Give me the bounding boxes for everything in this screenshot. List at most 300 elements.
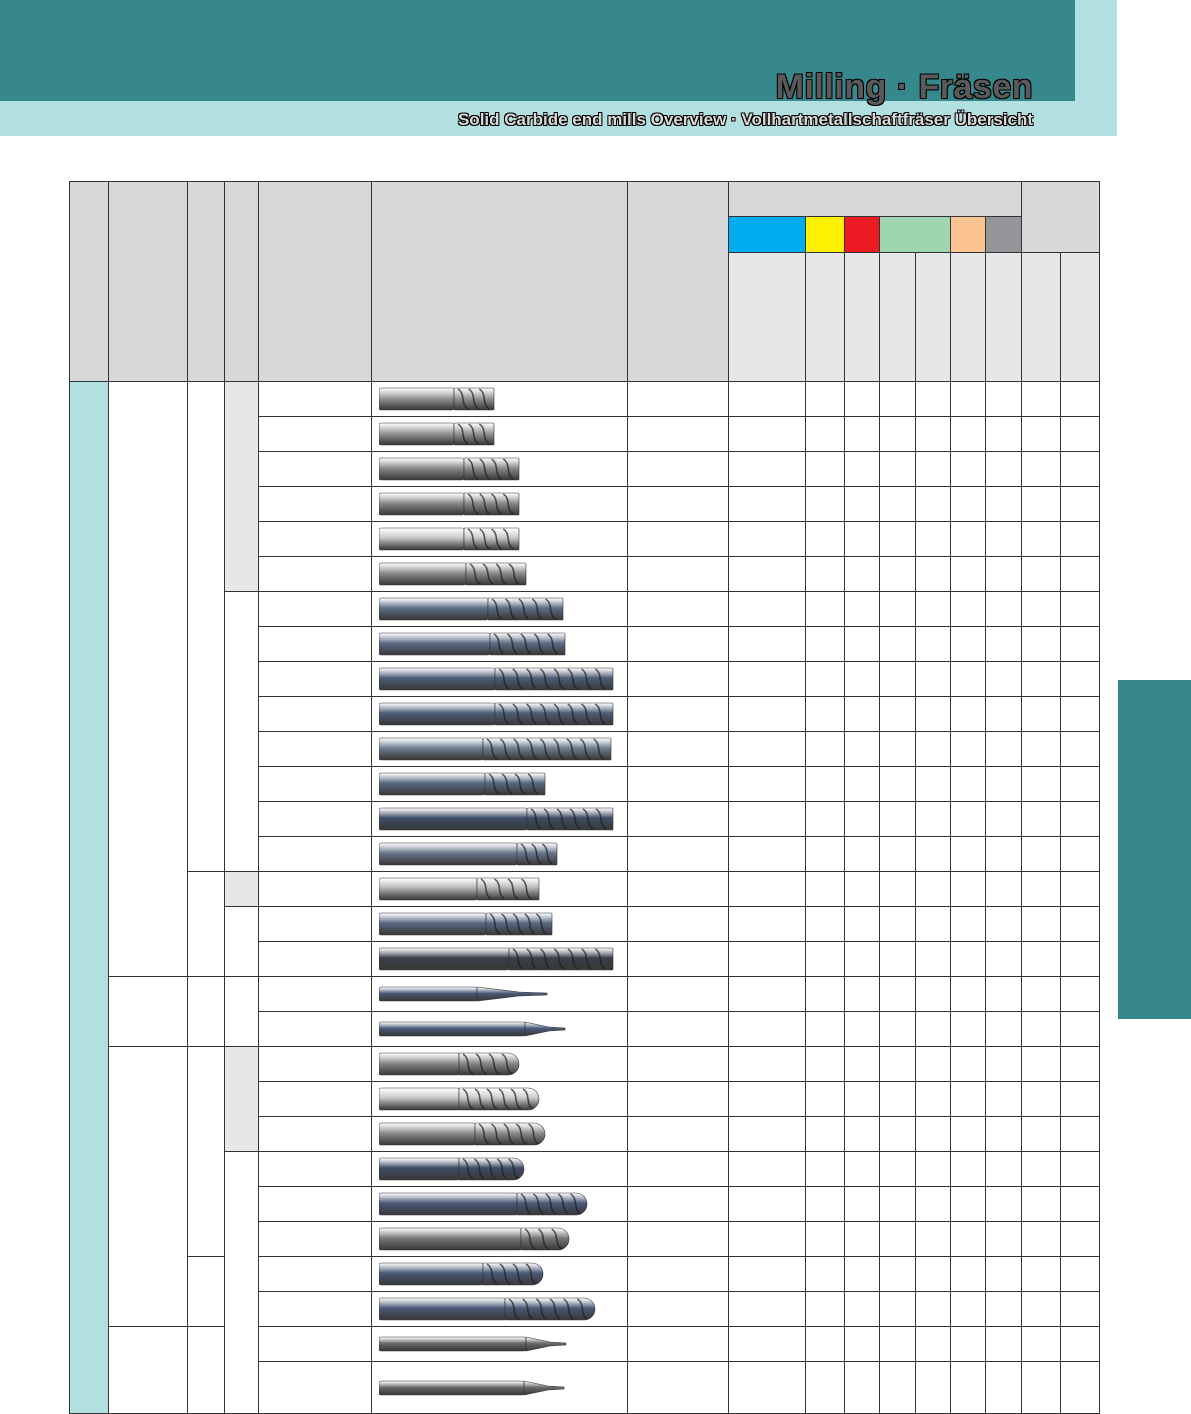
rating-cell <box>806 487 845 522</box>
rating-cell <box>1022 662 1061 697</box>
tool-14-image <box>379 837 561 871</box>
rating-cell <box>880 452 916 487</box>
subgroup-b-cell <box>225 977 259 1047</box>
article-cell <box>259 522 372 557</box>
tool-27-image <box>379 1292 599 1326</box>
rating-cell <box>1022 1012 1061 1047</box>
rating-cell <box>986 522 1022 557</box>
rating-cell <box>916 872 951 907</box>
rating-cell <box>951 1257 986 1292</box>
tool-image-cell <box>372 627 628 662</box>
rating-cell <box>845 557 880 592</box>
rating-cell <box>1022 522 1061 557</box>
rating-cell <box>729 977 806 1012</box>
rating-cell <box>951 382 986 417</box>
rating-cell <box>845 452 880 487</box>
article-cell <box>259 697 372 732</box>
rating-cell <box>916 1082 951 1117</box>
subgroup-a-cell <box>188 872 225 977</box>
rating-cell <box>845 592 880 627</box>
rating-cell <box>729 1047 806 1082</box>
dimension-cell <box>628 1362 729 1414</box>
geometry-group-cell <box>109 382 188 977</box>
tool-image-cell <box>372 557 628 592</box>
dimension-cell <box>628 697 729 732</box>
rating-cell <box>951 942 986 977</box>
rating-cell <box>951 837 986 872</box>
rating-cell <box>916 732 951 767</box>
article-cell <box>259 487 372 522</box>
subgroup-b-cell <box>225 872 259 907</box>
rating-cell <box>806 1187 845 1222</box>
rating-cell <box>729 592 806 627</box>
rating-cell <box>986 557 1022 592</box>
page-subtitle: Solid Carbide end mills Overview · Vollhartmetallschaftfräser Übersicht <box>457 110 1033 129</box>
material-color-yellow <box>806 217 845 253</box>
rating-cell <box>845 767 880 802</box>
tool-3-image <box>379 452 523 486</box>
rating-cell <box>806 1292 845 1327</box>
dimension-cell <box>628 1117 729 1152</box>
rating-cell <box>806 627 845 662</box>
dimension-cell <box>628 487 729 522</box>
subgroup-a-cell <box>188 1327 225 1414</box>
tool-20-image <box>379 1047 523 1081</box>
rating-cell <box>986 1292 1022 1327</box>
rating-cell <box>951 1362 986 1414</box>
tool-image-cell <box>372 417 628 452</box>
rating-cell <box>729 417 806 452</box>
rating-cell <box>729 1327 806 1362</box>
rating-cell <box>1061 1362 1100 1414</box>
rating-cell <box>880 522 916 557</box>
dimension-cell <box>628 942 729 977</box>
rating-cell <box>1022 837 1061 872</box>
rating-cell <box>951 977 986 1012</box>
rating-cell <box>880 802 916 837</box>
rating-cell <box>845 417 880 452</box>
rating-cell <box>845 977 880 1012</box>
rating-cell <box>951 872 986 907</box>
rating-cell <box>951 417 986 452</box>
dimension-cell <box>628 802 729 837</box>
tool-image-cell <box>372 1187 628 1222</box>
rating-cell <box>951 487 986 522</box>
rating-cell <box>951 662 986 697</box>
rating-cell <box>729 1187 806 1222</box>
article-cell <box>259 1257 372 1292</box>
rating-cell <box>1061 592 1100 627</box>
rating-cell <box>986 487 1022 522</box>
rating-cell <box>806 452 845 487</box>
tool-image-cell <box>372 1047 628 1082</box>
overview-table <box>69 181 1100 1414</box>
rating-cell <box>1061 487 1100 522</box>
table-row <box>70 977 1100 1012</box>
material-color-orange <box>951 217 986 253</box>
rating-cell <box>729 907 806 942</box>
dimension-cell <box>628 522 729 557</box>
tool-image-cell <box>372 1012 628 1047</box>
rating-cell <box>845 1362 880 1414</box>
rating-cell <box>1061 907 1100 942</box>
rating-cell <box>806 1117 845 1152</box>
rating-cell <box>729 1222 806 1257</box>
article-cell <box>259 1012 372 1047</box>
rating-cell <box>880 1152 916 1187</box>
rating-cell <box>1061 732 1100 767</box>
tool-image-cell <box>372 767 628 802</box>
tool-image-cell <box>372 452 628 487</box>
material-label-k <box>845 253 880 382</box>
rating-cell <box>1022 1082 1061 1117</box>
tool-17-image <box>379 942 617 976</box>
rating-cell <box>1061 1327 1100 1362</box>
rating-cell <box>916 1117 951 1152</box>
rating-cell <box>806 1362 845 1414</box>
rating-cell <box>916 522 951 557</box>
rating-cell <box>806 1222 845 1257</box>
rating-cell <box>1022 417 1061 452</box>
rating-cell <box>729 1292 806 1327</box>
rating-cell <box>1022 942 1061 977</box>
rating-cell <box>880 487 916 522</box>
rating-cell <box>951 767 986 802</box>
rating-cell <box>729 802 806 837</box>
rating-cell <box>806 977 845 1012</box>
rating-cell <box>916 1187 951 1222</box>
rating-cell <box>845 732 880 767</box>
material-label-h <box>986 253 1022 382</box>
header-cell-dimensions <box>628 182 729 382</box>
side-section-tab <box>1118 680 1191 1019</box>
tool-1-image <box>379 382 498 416</box>
rating-cell <box>806 697 845 732</box>
article-cell <box>259 1327 372 1362</box>
rating-cell <box>1061 872 1100 907</box>
article-cell <box>259 662 372 697</box>
rating-cell <box>880 1117 916 1152</box>
article-cell <box>259 417 372 452</box>
rating-cell <box>806 1082 845 1117</box>
tool-image-cell <box>372 872 628 907</box>
tool-5-image <box>379 522 523 556</box>
rating-cell <box>880 592 916 627</box>
rating-cell <box>845 942 880 977</box>
rating-cell <box>916 452 951 487</box>
rating-cell <box>845 1292 880 1327</box>
tool-image-cell <box>372 1082 628 1117</box>
rating-cell <box>806 522 845 557</box>
header-cell-type <box>70 182 109 382</box>
application-label-2 <box>1061 253 1100 382</box>
rating-cell <box>1022 1117 1061 1152</box>
article-cell <box>259 557 372 592</box>
rating-cell <box>951 452 986 487</box>
rating-cell <box>806 1152 845 1187</box>
rating-cell <box>729 557 806 592</box>
rating-cell <box>951 1012 986 1047</box>
rating-cell <box>1022 802 1061 837</box>
subgroup-a-cell <box>188 1047 225 1257</box>
table-row <box>70 907 1100 942</box>
tool-4-image <box>379 487 523 521</box>
tool-24-image <box>379 1187 591 1221</box>
tool-image-cell <box>372 1222 628 1257</box>
tool-11-image <box>379 732 615 766</box>
header-cell-a <box>188 182 225 382</box>
tool-image-cell <box>372 942 628 977</box>
tool-13-image <box>379 802 617 836</box>
tool-26-image <box>379 1257 547 1291</box>
rating-cell <box>986 1082 1022 1117</box>
dimension-cell <box>628 1327 729 1362</box>
tool-image-cell <box>372 1292 628 1327</box>
rating-cell <box>1022 907 1061 942</box>
tool-image-cell <box>372 697 628 732</box>
rating-cell <box>986 1012 1022 1047</box>
rating-cell <box>1061 942 1100 977</box>
dimension-cell <box>628 1082 729 1117</box>
dimension-cell <box>628 977 729 1012</box>
rating-cell <box>1022 872 1061 907</box>
rating-cell <box>880 837 916 872</box>
rating-cell <box>916 697 951 732</box>
rating-cell <box>916 627 951 662</box>
rating-cell <box>806 1012 845 1047</box>
rating-cell <box>1022 977 1061 1012</box>
tool-2-image <box>379 417 498 451</box>
rating-cell <box>916 802 951 837</box>
rating-cell <box>1061 1257 1100 1292</box>
rating-cell <box>916 557 951 592</box>
rating-cell <box>951 1082 986 1117</box>
rating-cell <box>729 522 806 557</box>
rating-cell <box>880 1187 916 1222</box>
rating-cell <box>806 1047 845 1082</box>
tool-29-image <box>379 1362 568 1413</box>
rating-cell <box>845 837 880 872</box>
rating-cell <box>1022 697 1061 732</box>
header-cell-materials <box>729 182 1022 217</box>
rating-cell <box>845 522 880 557</box>
rating-cell <box>951 1047 986 1082</box>
rating-cell <box>1061 802 1100 837</box>
rating-cell <box>916 977 951 1012</box>
material-color-green <box>880 217 951 253</box>
rating-cell <box>1061 1082 1100 1117</box>
article-cell <box>259 1082 372 1117</box>
rating-cell <box>845 662 880 697</box>
rating-cell <box>1061 557 1100 592</box>
rating-cell <box>1022 1222 1061 1257</box>
article-cell <box>259 1187 372 1222</box>
rating-cell <box>845 1082 880 1117</box>
tool-image-cell <box>372 382 628 417</box>
rating-cell <box>1022 767 1061 802</box>
rating-cell <box>729 697 806 732</box>
table-row <box>70 592 1100 627</box>
tool-image-cell <box>372 1152 628 1187</box>
subgroup-b-cell <box>225 1152 259 1414</box>
rating-cell <box>806 907 845 942</box>
table-row <box>70 1047 1100 1082</box>
dimension-cell <box>628 662 729 697</box>
subgroup-a-cell <box>188 977 225 1047</box>
rating-cell <box>880 767 916 802</box>
table-row <box>70 1327 1100 1362</box>
article-cell <box>259 802 372 837</box>
rating-cell <box>986 662 1022 697</box>
rating-cell <box>729 872 806 907</box>
rating-cell <box>880 977 916 1012</box>
rating-cell <box>951 697 986 732</box>
rating-cell <box>806 557 845 592</box>
rating-cell <box>806 417 845 452</box>
article-cell <box>259 592 372 627</box>
rating-cell <box>806 1257 845 1292</box>
material-color-blue <box>729 217 806 253</box>
rating-cell <box>916 837 951 872</box>
rating-cell <box>951 592 986 627</box>
rating-cell <box>880 942 916 977</box>
tool-12-image <box>379 767 549 801</box>
rating-cell <box>806 382 845 417</box>
rating-cell <box>951 732 986 767</box>
tool-28-image <box>379 1327 570 1361</box>
table-row <box>70 1152 1100 1187</box>
rating-cell <box>986 977 1022 1012</box>
material-color-gray <box>986 217 1022 253</box>
subgroup-b-cell <box>225 1047 259 1152</box>
rating-cell <box>880 1362 916 1414</box>
rating-cell <box>1022 732 1061 767</box>
rating-cell <box>729 627 806 662</box>
rating-cell <box>880 1082 916 1117</box>
rating-cell <box>806 1327 845 1362</box>
tool-10-image <box>379 697 617 731</box>
rating-cell <box>806 942 845 977</box>
geometry-group-cell <box>109 1047 188 1327</box>
rating-cell <box>916 1012 951 1047</box>
tool-22-image <box>379 1117 549 1151</box>
rating-cell <box>1022 487 1061 522</box>
tool-image-cell <box>372 1117 628 1152</box>
rating-cell <box>916 382 951 417</box>
dimension-cell <box>628 627 729 662</box>
dimension-cell <box>628 1047 729 1082</box>
material-label-p <box>729 253 806 382</box>
rating-cell <box>916 942 951 977</box>
tool-image-cell <box>372 1327 628 1362</box>
dimension-cell <box>628 1292 729 1327</box>
rating-cell <box>986 1327 1022 1362</box>
tool-image-cell <box>372 662 628 697</box>
rating-cell <box>1061 417 1100 452</box>
rating-cell <box>845 1327 880 1362</box>
rating-cell <box>1022 1152 1061 1187</box>
tool-23-image <box>379 1152 528 1186</box>
dimension-cell <box>628 1222 729 1257</box>
rating-cell <box>806 592 845 627</box>
rating-cell <box>880 1257 916 1292</box>
dimension-cell <box>628 1152 729 1187</box>
dimension-cell <box>628 732 729 767</box>
rating-cell <box>880 557 916 592</box>
rating-cell <box>986 1047 1022 1082</box>
rating-cell <box>986 732 1022 767</box>
rating-cell <box>951 1187 986 1222</box>
rating-cell <box>845 1012 880 1047</box>
rating-cell <box>729 487 806 522</box>
rating-cell <box>986 592 1022 627</box>
header-cell-article <box>259 182 372 382</box>
rating-cell <box>1061 767 1100 802</box>
rating-cell <box>1061 837 1100 872</box>
rating-cell <box>1022 382 1061 417</box>
application-label-1 <box>1022 253 1061 382</box>
dimension-cell <box>628 1257 729 1292</box>
rating-cell <box>845 627 880 662</box>
rating-cell <box>986 417 1022 452</box>
rating-cell <box>880 1222 916 1257</box>
material-label-n2 <box>916 253 951 382</box>
rating-cell <box>880 382 916 417</box>
rating-cell <box>880 907 916 942</box>
rating-cell <box>1061 1012 1100 1047</box>
rating-cell <box>986 907 1022 942</box>
rating-cell <box>951 627 986 662</box>
table-row <box>70 382 1100 417</box>
tool-18-image <box>379 977 551 1011</box>
article-cell <box>259 1117 372 1152</box>
rating-cell <box>916 1152 951 1187</box>
rating-cell <box>729 1012 806 1047</box>
tool-6-image <box>379 557 530 591</box>
material-label-m <box>806 253 845 382</box>
rating-cell <box>729 837 806 872</box>
article-cell <box>259 452 372 487</box>
rating-cell <box>1061 452 1100 487</box>
rating-cell <box>880 627 916 662</box>
rating-cell <box>880 1327 916 1362</box>
tool-image-cell <box>372 592 628 627</box>
article-cell <box>259 872 372 907</box>
rating-cell <box>729 382 806 417</box>
header-cell-application <box>1022 182 1100 253</box>
rating-cell <box>951 802 986 837</box>
rating-cell <box>880 1292 916 1327</box>
article-cell <box>259 382 372 417</box>
dimension-cell <box>628 907 729 942</box>
rating-cell <box>845 1117 880 1152</box>
rating-cell <box>916 417 951 452</box>
rating-cell <box>986 802 1022 837</box>
rating-cell <box>1061 1292 1100 1327</box>
rating-cell <box>916 1257 951 1292</box>
dimension-cell <box>628 1187 729 1222</box>
article-cell <box>259 1222 372 1257</box>
material-label-n1 <box>880 253 916 382</box>
rating-cell <box>880 697 916 732</box>
rating-cell <box>880 1012 916 1047</box>
rating-cell <box>1022 1257 1061 1292</box>
rating-cell <box>951 1222 986 1257</box>
rating-cell <box>1061 1117 1100 1152</box>
tool-21-image <box>379 1082 543 1116</box>
header-cell-b <box>225 182 259 382</box>
rating-cell <box>1061 1152 1100 1187</box>
